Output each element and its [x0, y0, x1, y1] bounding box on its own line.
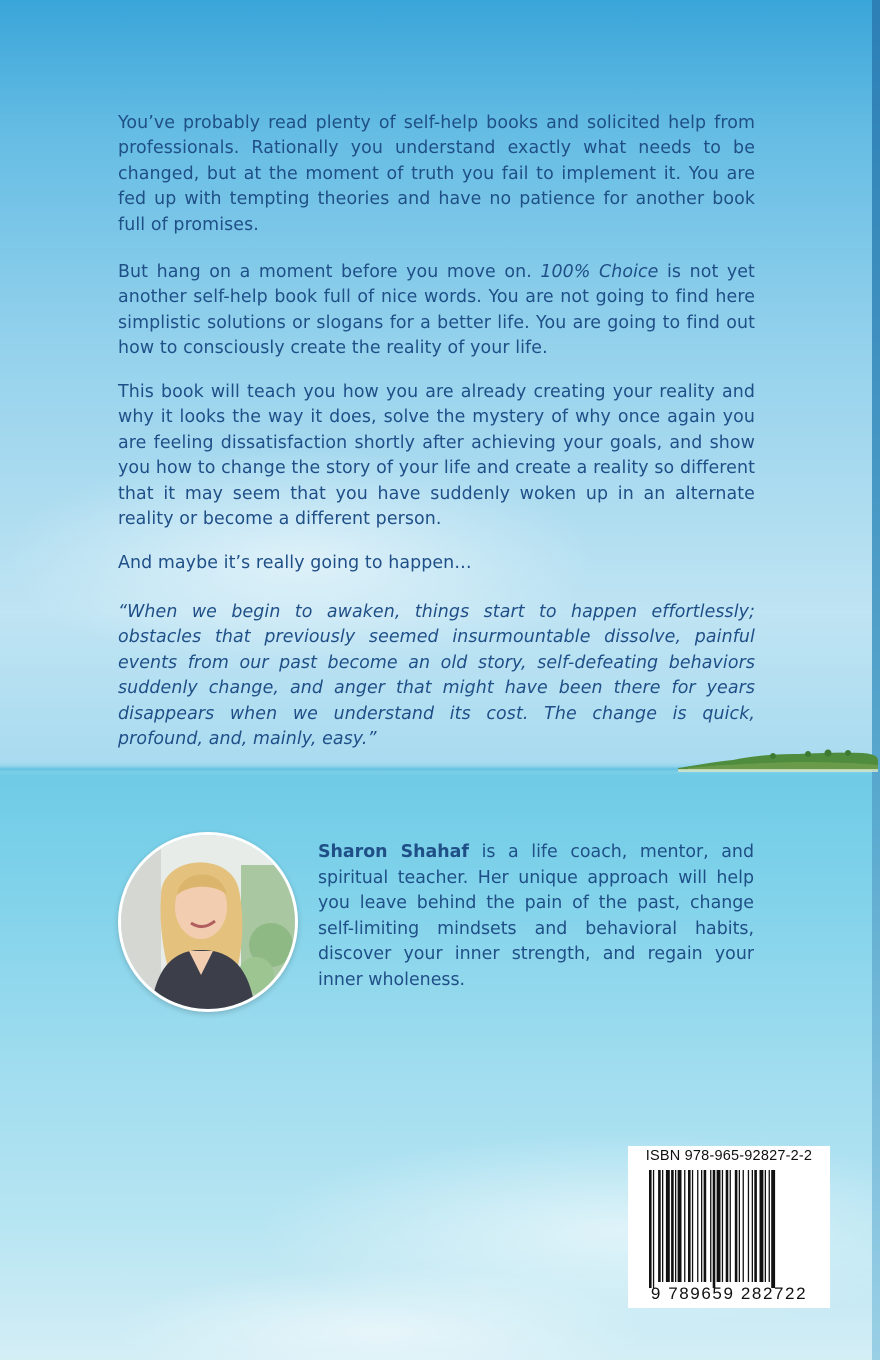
barcode-bars: [648, 1170, 810, 1288]
author-name: Sharon Shahaf: [318, 842, 469, 862]
hang-on-text: [118, 260, 755, 362]
barcode-bar: [678, 1170, 682, 1282]
maybe-paragraph: [118, 551, 755, 576]
barcode-bar: [684, 1170, 685, 1282]
barcode-bar: [748, 1170, 749, 1282]
barcode-bar: [735, 1170, 738, 1282]
barcode-bar: [730, 1170, 731, 1282]
isbn-label: ISBN 978-965-92827-2-2: [645, 1148, 813, 1164]
intro-paragraph: [118, 111, 755, 238]
teach-paragraph: [118, 380, 755, 532]
barcode-bar: [701, 1170, 702, 1282]
author-photo: [118, 832, 298, 1012]
maybe-text: And maybe it’s really going to happen…: [118, 553, 472, 573]
barcode-bar: [739, 1170, 740, 1282]
spine-edge: [872, 0, 880, 1360]
barcode-number: 9 789659 282722: [650, 1284, 808, 1303]
hang-on-after: is not yet another self-help book full of nice words. You are not going to find here simplistic solutions or slogans for a better life. You are going to find out how to consciously create the reality of your life.: [118, 262, 755, 359]
barcode-bar: [713, 1170, 716, 1288]
barcode-bar: [760, 1170, 764, 1282]
barcode-bar: [710, 1170, 711, 1282]
barcode-bar: [688, 1170, 691, 1282]
barcode-bar: [752, 1170, 753, 1282]
barcode-bar: [743, 1170, 744, 1282]
barcode-bar: [653, 1170, 654, 1288]
barcode-bar: [658, 1170, 661, 1282]
barcode-bar: [765, 1170, 766, 1282]
teach-text: This book will teach you how you are already creating your reality and why it looks the way it does, solve the mystery of why once again you are feeling dissatisfaction shortly after achieving your goals, and show you how to change the story of your life and create a reality so different that it may seem that you have suddenly woken up in an alternate reality or become a different person.: [118, 382, 755, 530]
barcode-bar: [692, 1170, 693, 1282]
hang-on-paragraph: [118, 260, 755, 362]
barcode-bar: [722, 1170, 723, 1282]
barcode-bar: [671, 1170, 674, 1282]
quote-text: “When we begin to awaken, things start to happen effortlessly; obstacles that previously seemed insurmountable dissolve, painful events from our past become an old story, self-defeating behaviors suddenly change, and anger that might have been there for years disappears when we understand its cost. The change is quick, profound, and, mainly, easy.”: [118, 602, 755, 750]
barcode-bar: [704, 1170, 707, 1282]
barcode-bar: [697, 1170, 698, 1282]
barcode-bar: [726, 1170, 729, 1282]
barcode-bar: [675, 1170, 676, 1282]
book-title: 100% Choice: [540, 262, 659, 282]
barcode-panel: [628, 1146, 830, 1308]
author-bio: [318, 840, 754, 994]
barcode-bar: [769, 1170, 770, 1282]
barcode-bar: [717, 1170, 721, 1282]
author-portrait-illustration: [121, 835, 295, 1009]
intro-text: You’ve probably read plenty of self-help books and solicited help from professionals. Rationally you understand exactly what needs to be changed, but at the moment of truth you fail to implement it. You are fed up with tempting theories and have no patience for another book full of promises.: [118, 113, 755, 235]
barcode-bar: [771, 1170, 775, 1288]
author-bio-text: is a life coach, mentor, and spiritual teacher. Her unique approach will help you leave behind the pain of the past, change self-limiting mindsets and behavioral habits, discover your inner strength, and regain your inner wholeness.: [318, 842, 754, 990]
barcode-bar: [754, 1170, 757, 1282]
quote-paragraph: [118, 600, 755, 752]
barcode-bar: [649, 1170, 652, 1288]
hang-on-before: But hang on a moment before you move on.: [118, 262, 541, 282]
barcode-bar: [662, 1170, 663, 1282]
barcode-bar: [666, 1170, 670, 1282]
